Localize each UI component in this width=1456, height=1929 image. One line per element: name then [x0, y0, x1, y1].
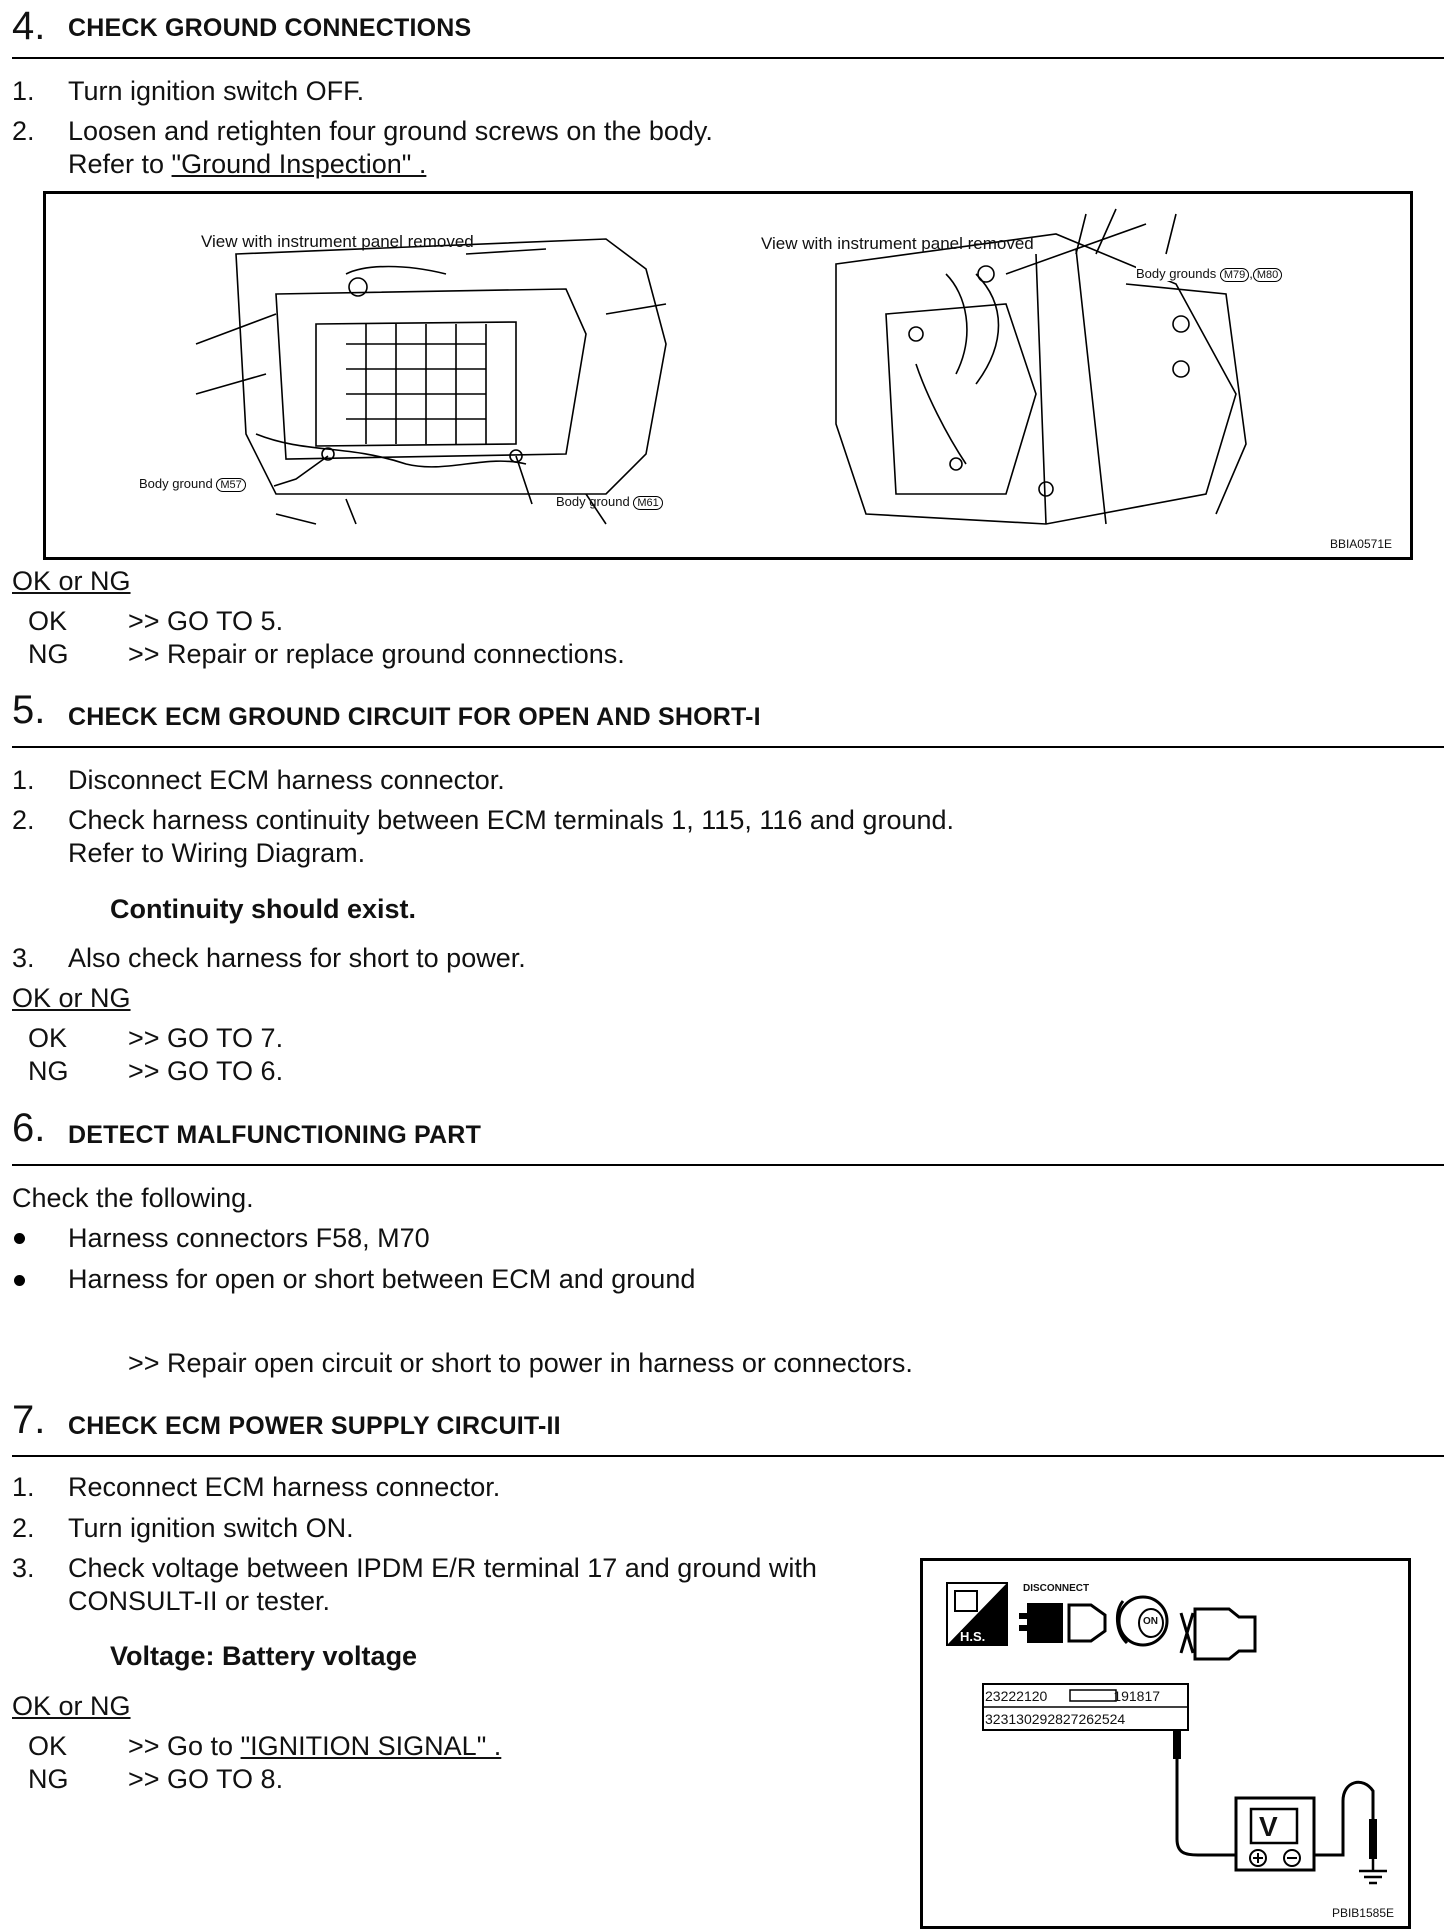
step-5-item-1: Disconnect ECM harness connector. [68, 765, 505, 795]
connector-top-row [985, 1688, 1160, 1704]
disconnect-label: DISCONNECT [1023, 1583, 1090, 1594]
ng-action: >> GO TO 8. [128, 1764, 284, 1794]
refer-prefix: Refer to [68, 149, 172, 179]
step-4-refer [68, 151, 426, 178]
figure-code: PBIB1585E [1331, 1906, 1394, 1920]
step-7-item-1-num: 1. [12, 1472, 35, 1502]
voltage-check-figure [920, 1558, 1411, 1929]
pin-label: 32 [985, 1711, 1001, 1727]
left-view-caption: View with instrument panel removed [201, 232, 474, 251]
body-ground-text: Body ground [556, 494, 630, 509]
ignition-signal-link[interactable]: "IGNITION SIGNAL" . [240, 1731, 502, 1761]
step-5-rule [12, 746, 1444, 748]
step-7-title: CHECK ECM POWER SUPPLY CIRCUIT-II [68, 1412, 561, 1440]
pin-label-17: 17 [1144, 1688, 1161, 1704]
ok-action [128, 1733, 501, 1760]
connector-m79-badge: M79 [1220, 268, 1249, 282]
connector-m80-badge: M80 [1253, 268, 1282, 282]
step-5-title: CHECK ECM GROUND CIRCUIT FOR OPEN AND SHORT-I [68, 703, 761, 731]
step-7-item-2-num: 2. [12, 1513, 35, 1543]
ok-label: OK [28, 1731, 68, 1761]
connector-m57-badge: M57 [216, 478, 245, 492]
body-ground-m57-label [139, 476, 246, 491]
step-4-title: CHECK GROUND CONNECTIONS [68, 14, 472, 42]
step-4-number: 4. [12, 4, 46, 48]
ng-label: NG [28, 639, 69, 669]
step-4-item-2-num: 2. [12, 116, 35, 146]
ok-ng-heading: OK or NG [12, 1691, 131, 1721]
step-7-item-3-cont: CONSULT-II or tester. [68, 1586, 331, 1616]
pin-label: 30 [1016, 1711, 1032, 1727]
pin-label: 24 [1109, 1711, 1126, 1727]
ng-action: >> GO TO 6. [128, 1056, 284, 1086]
ng-label: NG [28, 1764, 69, 1794]
bullet-dot [14, 1233, 25, 1244]
ok-ng-heading: OK or NG [12, 983, 131, 1013]
pin-label: 28 [1047, 1711, 1063, 1727]
pin-label: 19 [1113, 1688, 1129, 1704]
body-grounds-m79-m80-label: Body grounds M79 , M80 [1136, 266, 1282, 281]
step-5-item-3: Also check harness for short to power. [68, 943, 526, 973]
figure-code: BBIA0571E [1329, 537, 1392, 551]
pin-label: 27 [1062, 1711, 1079, 1727]
pin-label: 25 [1094, 1711, 1110, 1727]
step-5-number: 5. [12, 688, 46, 732]
hs-label: H.S. [960, 1629, 986, 1644]
ground-connections-figure [43, 191, 1413, 560]
pin-label: 23 [985, 1688, 1001, 1704]
step-6-rule [12, 1164, 1444, 1166]
step-7-item-1: Reconnect ECM harness connector. [68, 1472, 501, 1502]
ok-label: OK [28, 1023, 68, 1053]
step-5-item-3-num: 3. [12, 943, 35, 973]
connector-bottom-row [985, 1711, 1125, 1727]
step-6-intro: Check the following. [12, 1183, 254, 1213]
ok-action-prefix: >> Go to [128, 1731, 241, 1761]
step-4-item-2: Loosen and retighten four ground screws on the body. [68, 116, 713, 146]
step-6-bullet-2: Harness for open or short between ECM and ground [68, 1264, 696, 1294]
step-7-rule [12, 1455, 1444, 1457]
step-5-item-2-num: 2. [12, 805, 35, 835]
ok-action: >> GO TO 7. [128, 1023, 284, 1053]
ok-label: OK [28, 606, 68, 636]
body-grounds-text: Body grounds [1136, 266, 1217, 281]
voltage-check-illustration [923, 1561, 1408, 1926]
pin-label: 26 [1078, 1711, 1095, 1727]
ng-label: NG [28, 1056, 69, 1086]
step-7-item-2: Turn ignition switch ON. [68, 1513, 354, 1543]
body-ground-m61-label [556, 494, 663, 509]
pin-label: 21 [1016, 1688, 1032, 1704]
step-4-item-1: Turn ignition switch OFF. [68, 76, 365, 106]
step-7-item-3-num: 3. [12, 1553, 35, 1583]
connector-m61-badge: M61 [633, 496, 662, 510]
bullet-dot [14, 1275, 25, 1286]
step-5-item-2-cont: Refer to Wiring Diagram. [68, 838, 366, 868]
step-4-rule [12, 57, 1444, 59]
pin-label: 22 [1000, 1688, 1017, 1704]
step-5-spec: Continuity should exist. [110, 894, 417, 924]
on-label: ON [1143, 1616, 1158, 1627]
right-view-caption: View with instrument panel removed [761, 234, 1034, 253]
pin-label: 18 [1128, 1688, 1145, 1704]
step-4-item-1-num: 1. [12, 76, 35, 106]
body-ground-text: Body ground [139, 476, 213, 491]
pin-label: 31 [1000, 1711, 1017, 1727]
step-5-item-2: Check harness continuity between ECM terminals 1, 115, 116 and ground. [68, 805, 955, 835]
pin-label: 20 [1031, 1688, 1048, 1704]
step-6-number: 6. [12, 1106, 46, 1150]
pin-label: 29 [1031, 1711, 1048, 1727]
step-6-title: DETECT MALFUNCTIONING PART [68, 1121, 482, 1149]
step-6-bullet-1: Harness connectors F58, M70 [68, 1223, 430, 1253]
ok-ng-heading: OK or NG [12, 566, 131, 596]
voltmeter-label: V [1259, 1811, 1278, 1842]
ok-action: >> GO TO 5. [128, 606, 284, 636]
step-7-item-3: Check voltage between IPDM E/R terminal 17 and ground with [68, 1553, 817, 1583]
engine-icon [1181, 1609, 1255, 1659]
step-7-number: 7. [12, 1398, 46, 1442]
step-6-action: >> Repair open circuit or short to power in harness or connectors. [128, 1348, 913, 1378]
disconnect-icon [1019, 1603, 1105, 1643]
step-5-item-1-num: 1. [12, 765, 35, 795]
ground-inspection-link[interactable]: "Ground Inspection" . [171, 149, 427, 179]
ng-action: >> Repair or replace ground connections. [128, 639, 625, 669]
step-7-spec: Voltage: Battery voltage [110, 1641, 418, 1671]
